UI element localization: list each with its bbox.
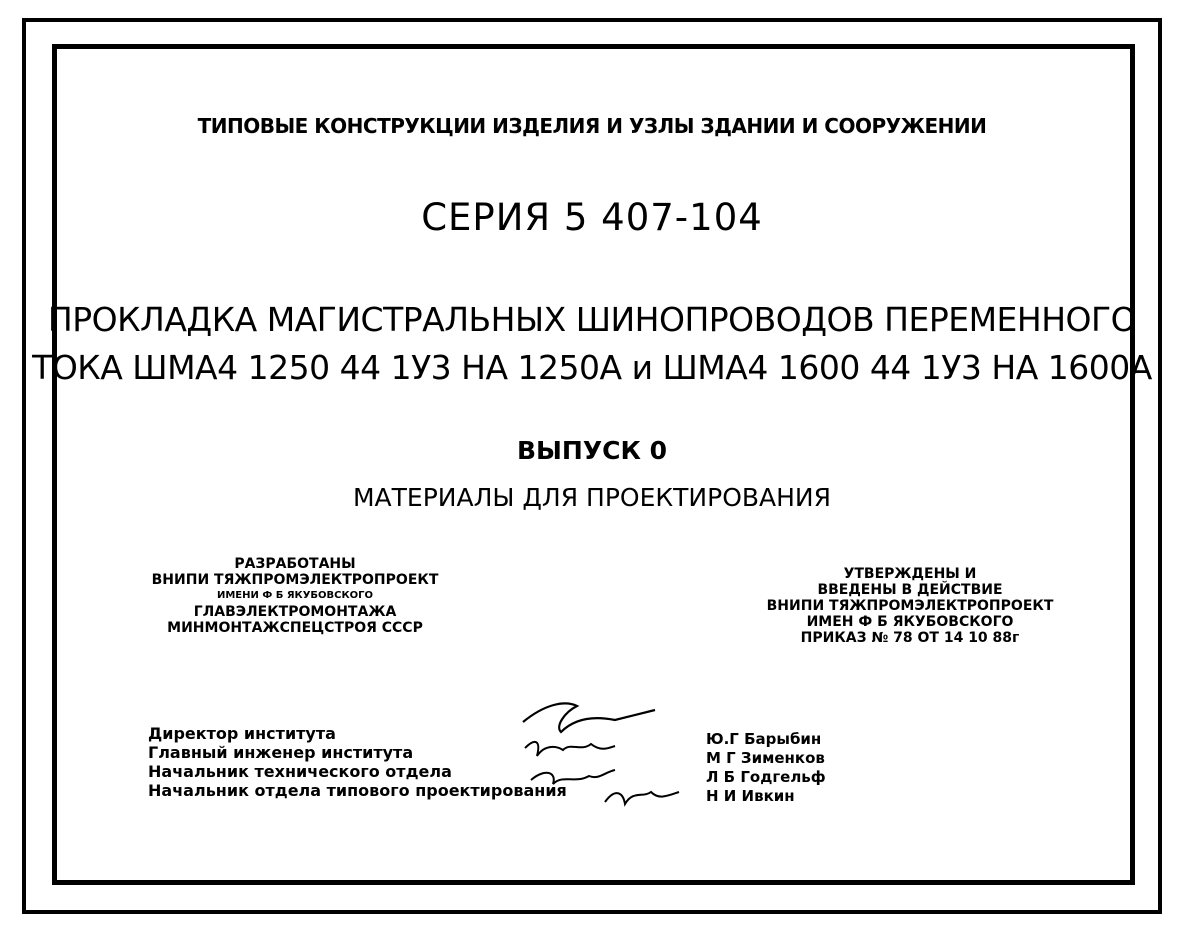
signatory-names bbox=[706, 730, 826, 806]
developed-glav: ГЛАВЭЛЕКТРОМОНТАЖА bbox=[193, 604, 397, 620]
developed-org: ВНИПИ ТЯЖПРОМЭЛЕКТРОПРОЕКТ bbox=[151, 572, 439, 588]
developed-named: ИМЕНИ Ф Б ЯКУБОВСКОГО bbox=[216, 590, 374, 601]
role-chief-engineer: Главный инженер института bbox=[148, 743, 414, 762]
issue-number: ВЫПУСК 0 bbox=[516, 436, 668, 465]
approved-order: ПРИКАЗ № 78 ОТ 14 10 88г bbox=[800, 630, 1020, 646]
signatory-roles bbox=[148, 724, 567, 800]
signature-tech-head bbox=[531, 770, 615, 784]
signatures bbox=[505, 692, 695, 822]
role-typical-design-head: Начальник отдела типового проектирования bbox=[148, 781, 567, 800]
approved-block bbox=[740, 566, 1080, 646]
approved-named: ИМЕН Ф Б ЯКУБОВСКОГО bbox=[806, 614, 1014, 630]
role-tech-head: Начальник технического отдела bbox=[148, 762, 452, 781]
role-director: Директор института bbox=[148, 724, 336, 743]
series-number: СЕРИЯ 5 407-104 bbox=[421, 196, 763, 239]
name-typical-design-head: Н И Ивкин bbox=[706, 787, 795, 805]
title-line-1: ПРОКЛАДКА МАГИСТРАЛЬНЫХ ШИНОПРОВОДОВ ПЕРЕМЕННОГО bbox=[47, 300, 1137, 339]
approved-org: ВНИПИ ТЯЖПРОМЭЛЕКТРОПРОЕКТ bbox=[766, 598, 1054, 614]
name-chief-engineer: М Г Зименков bbox=[706, 749, 825, 767]
approved-effect: ВВЕДЕНЫ В ДЕЙСТВИЕ bbox=[817, 582, 1003, 598]
signature-typical-design-head bbox=[605, 792, 679, 804]
approved-heading: УТВЕРЖДЕНЫ И bbox=[843, 566, 977, 582]
developed-block bbox=[130, 556, 460, 636]
signature-chief-engineer bbox=[525, 742, 615, 756]
developed-heading: РАЗРАБОТАНЫ bbox=[234, 556, 356, 572]
developed-ministry: МИНМОНТАЖСПЕЦСТРОЯ СССР bbox=[167, 620, 423, 636]
signature-director bbox=[523, 703, 655, 732]
name-director: Ю.Г Барыбин bbox=[706, 730, 822, 748]
title-line-2: ТОКА ШМА4 1250 44 1У3 НА 1250А и ШМА4 1600 44 1У3 НА 1600А bbox=[32, 348, 1152, 387]
name-tech-head: Л Б Годгельф bbox=[706, 768, 826, 786]
materials-title: МАТЕРИАЛЫ ДЛЯ ПРОЕКТИРОВАНИЯ bbox=[352, 483, 831, 512]
header-line: ТИПОВЫЕ КОНСТРУКЦИИ ИЗДЕЛИЯ И УЗЛЫ ЗДАНИИ И СООРУЖЕНИИ bbox=[197, 114, 987, 138]
